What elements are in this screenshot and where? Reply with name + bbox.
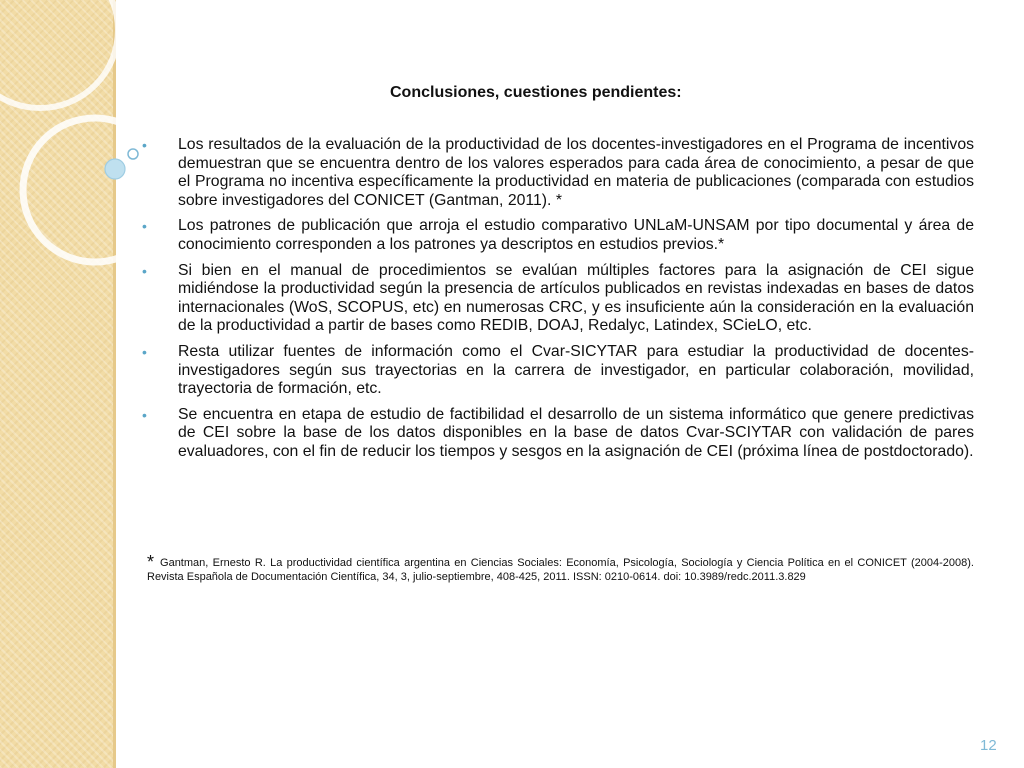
bullet-icon: •: [142, 218, 147, 235]
list-item-text: Los resultados de la evaluación de la productividad de los docentes-investigadores en el Programa de incentivos demuestran que se encuentra dentro de los valores esperados para cada área de conocimiento, a pesar de que el Programa no incentiva específicamente la productividad en materia de publicaciones (comparada con estudios sobre investigadores del CONICET (Gantman, 2011). *: [178, 136, 974, 209]
list-item: [142, 217, 974, 254]
bullet-icon: •: [142, 343, 147, 360]
slide-title: Conclusiones, cuestiones pendientes:: [390, 84, 682, 101]
blue-bubble: [105, 159, 125, 179]
list-item: [142, 262, 974, 336]
footnote-star: *: [147, 552, 155, 572]
footnote: [147, 552, 974, 584]
list-item: [142, 136, 974, 210]
large-ring-top: [0, 0, 118, 108]
bullet-icon: •: [142, 406, 147, 423]
footnote-text: Gantman, Ernesto R. La productividad científica argentina en Ciencias Sociales: Economía, Psicología, Sociología y Ciencia Política en el CONICET (2004-2008). Revista Española de Documentación Científica, 34, 3, julio-septiembre, 408-425, 2011. ISSN: 0210-0614. doi: 10.3989/redc.2011.3.829: [147, 557, 974, 583]
list-item: [142, 343, 974, 399]
bullet-icon: •: [142, 137, 147, 153]
list-item-text: Los patrones de publicación que arroja el estudio comparativo UNLaM-UNSAM por tipo documental y área de conocimiento corresponden a los patrones ya descriptos en estudios previos.*: [178, 217, 974, 253]
bullet-icon: •: [142, 262, 147, 279]
list-item-text: Se encuentra en etapa de estudio de factibilidad el desarrollo de un sistema informático que genere predictivas de CEI sobre la base de los datos disponibles en la base de datos Cvar-SCIYTAR con validación de pares evaluadores, con el fin de reducir los tiempos y sesgos en la asignación de CEI (próxima línea de postdoctorado).: [178, 405, 974, 460]
small-ring-dot: [128, 149, 138, 159]
list-item-text: Resta utilizar fuentes de información como el Cvar-SICYTAR para estudiar la productividad de docentes-investigadores según sus trayectorias en la carrera de investigador, en particular colaboración, movilidad, trayectoria de formación, etc.: [178, 342, 974, 398]
conclusions-list: [142, 136, 974, 469]
list-item-text: Si bien en el manual de procedimientos se evalúan múltiples factores para la asignación de CEI sigue midiéndose la productividad según la presencia de artículos publicados en revistas indexadas en bases de datos internacionales (WoS, SCOPUS, etc) en numerosas CRC, y es insuficiente aún la consideración en la evaluación de la productividad a partir de bases como REDIB, DOAJ, Redalyc, Latindex, SCieLO, etc.: [178, 261, 974, 335]
page-number: 12: [980, 737, 997, 754]
list-item: [142, 406, 974, 462]
